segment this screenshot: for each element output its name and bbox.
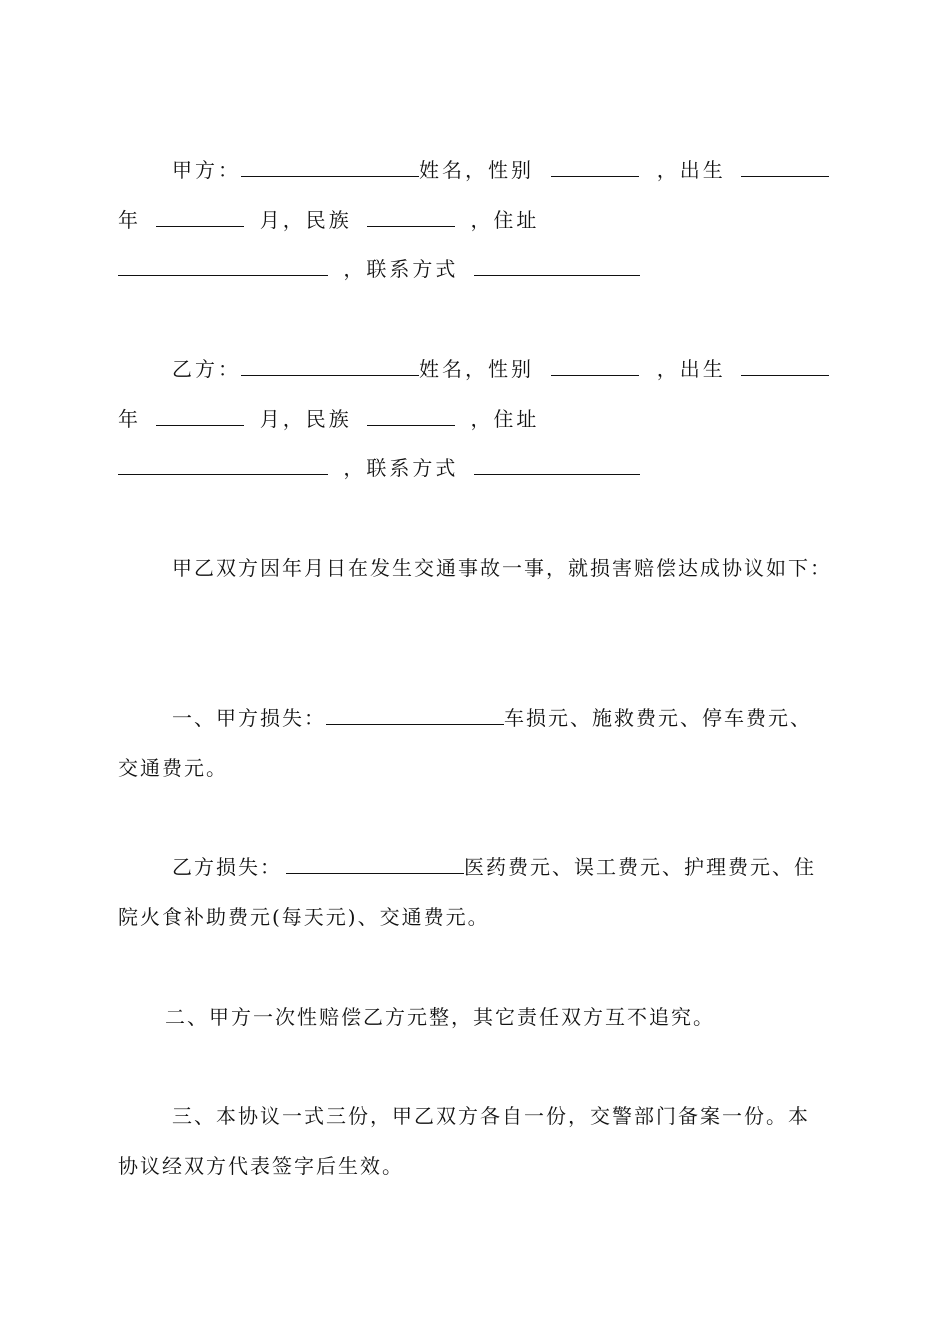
clause-1-line-2: 交通费元。 [118,756,228,780]
party-a-year-label: 年 [118,208,141,232]
party-b-line-1 [172,354,829,384]
party-b-contact-label: ，联系方式 [343,456,459,480]
party-a-birth-label: ，出生 [656,158,726,182]
party-a-contact-field[interactable] [474,257,640,276]
party-b-line-3 [118,453,640,483]
clause-1-label: 一、甲方损失： [172,706,326,730]
party-b-birth-label: ，出生 [656,357,726,381]
party-b-line-2 [118,404,539,434]
party-b-address-field[interactable] [118,456,328,475]
clause-1-field[interactable] [326,706,504,725]
party-a-line-3 [118,254,640,284]
party-a-line-1 [172,155,829,185]
party-b-year-field[interactable] [156,407,244,426]
party-b-birth-field[interactable] [741,357,829,376]
clause-1b-line-1 [172,852,816,882]
party-a-label: 甲方： [172,158,241,182]
clause-3-line-1: 三、本协议一式三份，甲乙双方各自一份，交警部门备案一份。本 [172,1104,810,1128]
clause-1b-line-2: 院火食补助费元(每天元)、交通费元。 [118,905,490,929]
clause-1b-label: 乙方损失： [172,855,282,879]
party-b-contact-field[interactable] [474,456,640,475]
party-a-address-field[interactable] [118,257,328,276]
party-a-ethnic-field[interactable] [367,208,455,227]
party-a-year-field[interactable] [156,208,244,227]
party-b-ethnic-field[interactable] [367,407,455,426]
clause-1-line-1 [172,703,812,733]
party-a-address-label: ，住址 [470,208,540,232]
clause-1-rest: 车损元、施救费元、停车费元、 [504,706,812,730]
party-a-name-gender-label: 姓名，性别 [419,158,534,182]
party-b-name-gender-label: 姓名，性别 [419,357,534,381]
clause-2-paragraph: 二、甲方一次性赔偿乙方元整，其它责任双方互不追究。 [165,1005,715,1029]
clause-1b-field[interactable] [286,855,464,874]
party-b-label: 乙方： [172,357,241,381]
party-a-line-2 [118,205,539,235]
party-b-month-ethnic-label: 月，民族 [259,407,352,431]
party-a-contact-label: ，联系方式 [343,257,459,281]
party-b-gender-field[interactable] [551,357,639,376]
intro-paragraph: 甲乙双方因年月日在发生交通事故一事，就损害赔偿达成协议如下： [172,556,832,580]
party-b-name-field[interactable] [241,357,419,376]
party-b-year-label: 年 [118,407,141,431]
party-a-birth-field[interactable] [741,158,829,177]
party-a-month-ethnic-label: 月，民族 [259,208,352,232]
clause-3-line-2: 协议经双方代表签字后生效。 [118,1154,404,1178]
party-b-address-label: ，住址 [470,407,540,431]
party-a-gender-field[interactable] [551,158,639,177]
clause-1b-rest: 医药费元、误工费元、护理费元、住 [464,855,816,879]
party-a-name-field[interactable] [241,158,419,177]
